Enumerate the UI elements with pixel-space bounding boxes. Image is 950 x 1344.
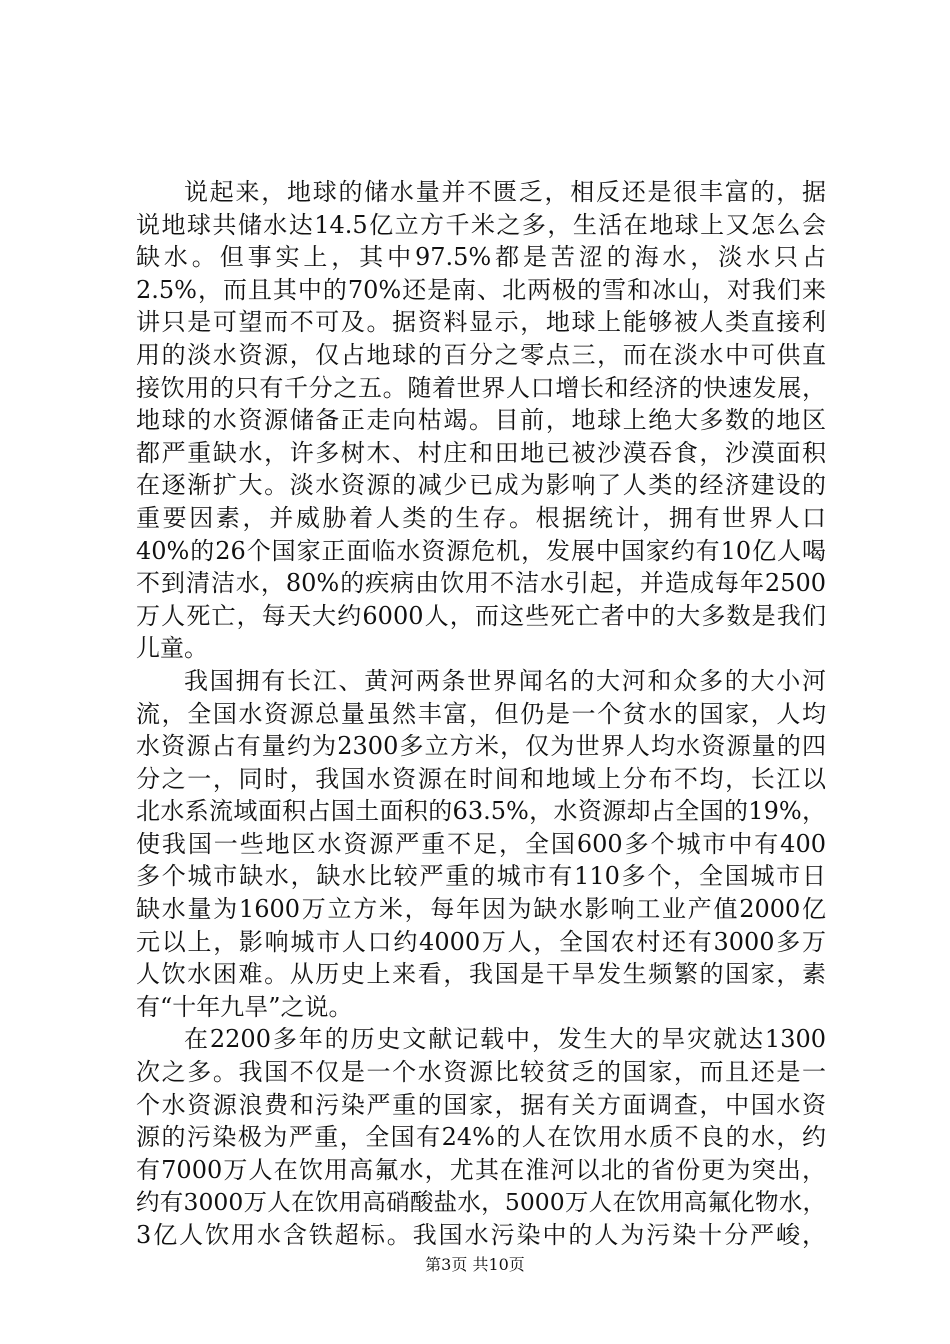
text-line: 流，全国水资源总量虽然丰富，但仍是一个贫水的国家，人均	[136, 699, 826, 728]
text-line: 都严重缺水，许多树木、村庄和田地已被沙漠吞食，沙漠面积	[136, 438, 826, 467]
text-line: 40%的26个国家正面临水资源危机，发展中国家约有10亿人喝	[136, 536, 826, 565]
text-line: 说地球共储水达14.5亿立方千米之多，生活在地球上又怎么会	[136, 210, 826, 239]
text-line: 儿童。	[136, 634, 208, 663]
document-body	[136, 176, 826, 1252]
text-line: 北水系流域面积占国土面积的63.5%，水资源却占全国的19%，	[136, 797, 826, 826]
text-line: 有7000万人在饮用高氟水，尤其在淮河以北的省份更为突出，	[136, 1155, 826, 1184]
text-line: 分之一，同时，我国水资源在时间和地域上分布不均，长江以	[136, 764, 826, 793]
paragraph-1	[136, 176, 826, 665]
text-line: 有“十年九旱”之说。	[136, 992, 353, 1021]
text-line: 缺水。但事实上，其中97.5%都是苦涩的海水，淡水只占	[136, 243, 826, 272]
text-line: 地球的水资源储备正走向枯竭。目前，地球上绝大多数的地区	[136, 406, 826, 435]
paragraph-3	[136, 1023, 826, 1251]
text-line: 使我国一些地区水资源严重不足，全国600多个城市中有400	[136, 829, 826, 858]
text-line: 2.5%，而且其中的70%还是南、北两极的雪和冰山，对我们来	[136, 275, 826, 304]
text-line: 缺水量为1600万立方米，每年因为缺水影响工业产值2000亿	[136, 895, 826, 924]
text-line: 源的污染极为严重，全国有24%的人在饮用水质不良的水，约	[136, 1123, 826, 1152]
text-line: 用的淡水资源，仅占地球的百分之零点三，而在淡水中可供直	[136, 340, 826, 369]
text-line: 讲只是可望而不可及。据资料显示，地球上能够被人类直接利	[136, 308, 826, 337]
page-number-footer: 第3页 共10页	[425, 1255, 525, 1274]
paragraph-2	[136, 665, 826, 1024]
text-line: 在2200多年的历史文献记载中，发生大的旱灾就达1300	[184, 1025, 826, 1054]
text-line: 水资源占有量约为2300多立方米，仅为世界人均水资源量的四	[136, 732, 826, 761]
text-line: 万人死亡，每天大约6000人，而这些死亡者中的大多数是我们	[136, 601, 826, 630]
text-line: 说起来，地球的储水量并不匮乏，相反还是很丰富的，据	[184, 178, 826, 206]
text-line: 重要因素，并威胁着人类的生存。根据统计，拥有世界人口	[136, 503, 826, 532]
text-line: 人饮水困难。从历史上来看，我国是干旱发生频繁的国家，素	[136, 960, 826, 989]
text-line: 多个城市缺水，缺水比较严重的城市有110多个，全国城市日	[136, 862, 826, 891]
text-line: 约有3000万人在饮用高硝酸盐水，5000万人在饮用高氟化物水，	[136, 1188, 826, 1217]
text-line: 次之多。我国不仅是一个水资源比较贫乏的国家，而且还是一	[136, 1058, 826, 1087]
text-line: 元以上，影响城市人口约4000万人，全国农村还有3000多万	[136, 927, 826, 956]
text-line: 接饮用的只有千分之五。随着世界人口增长和经济的快速发展，	[136, 373, 826, 402]
text-line: 我国拥有长江、黄河两条世界闻名的大河和众多的大小河	[184, 666, 826, 695]
text-line: 在逐渐扩大。淡水资源的减少已成为影响了人类的经济建设的	[136, 471, 826, 500]
text-line: 个水资源浪费和污染严重的国家，据有关方面调查，中国水资	[136, 1090, 826, 1119]
text-line: 不到清洁水，80%的疾病由饮用不洁水引起，并造成每年2500	[136, 569, 826, 598]
text-line: 3亿人饮用水含铁超标。我国水污染中的人为污染十分严峻，	[136, 1221, 826, 1249]
